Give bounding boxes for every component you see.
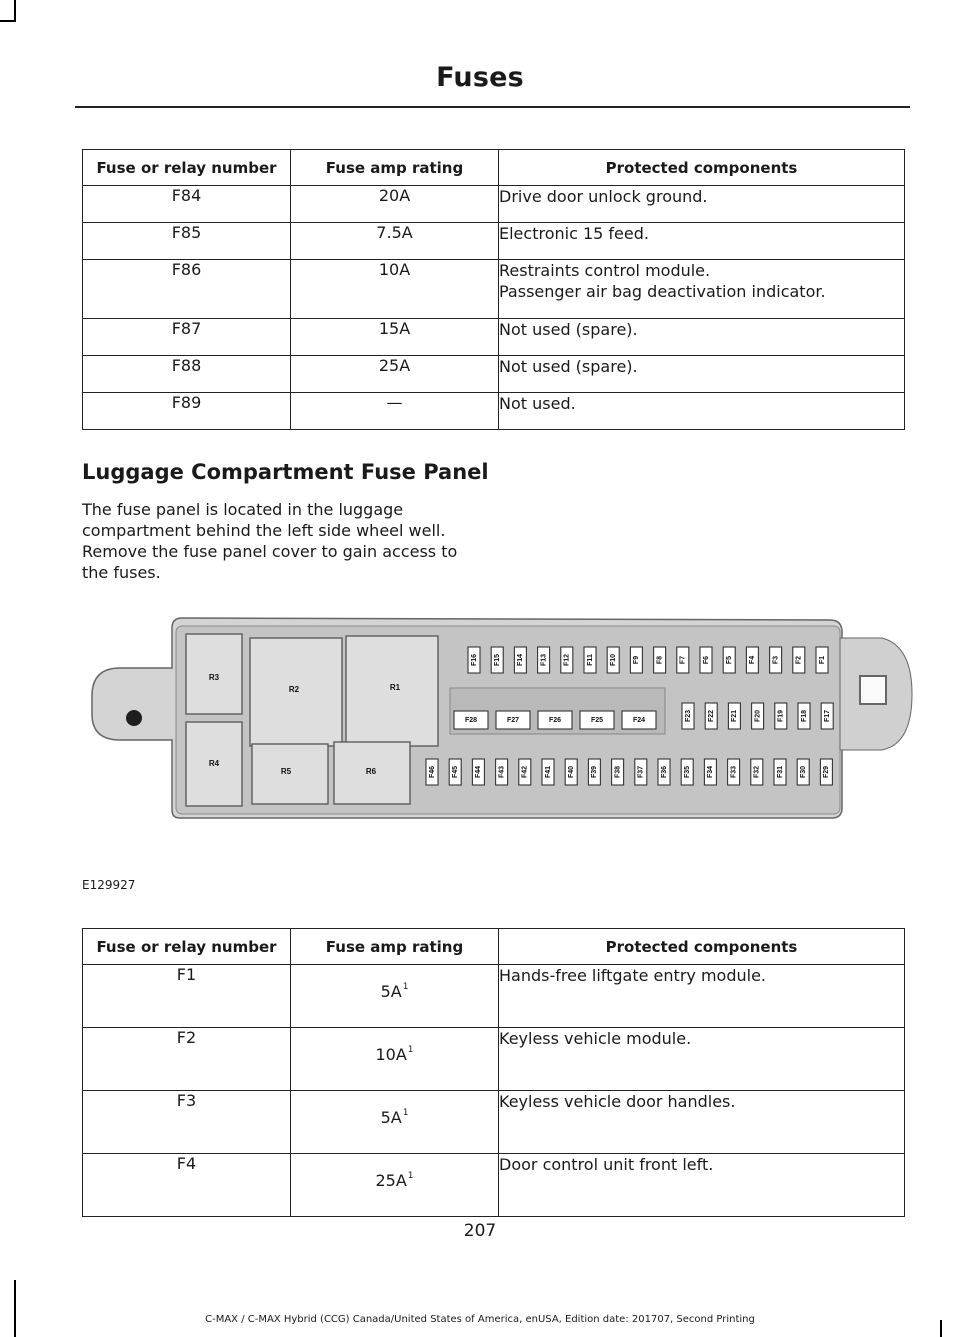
fuse-label: F19 xyxy=(777,709,785,723)
fuse-label: F42 xyxy=(521,765,529,779)
fuse-label: F32 xyxy=(753,765,761,779)
fuse-number: F4 xyxy=(83,1154,291,1217)
protected-component: Not used (spare). xyxy=(499,356,905,393)
fuse-label: F40 xyxy=(568,765,576,779)
fuse-label: F11 xyxy=(586,654,594,666)
protected-component: Door control unit front left. xyxy=(499,1154,905,1217)
connector-slot xyxy=(860,676,886,704)
mounting-hole xyxy=(126,710,142,726)
fuse-amp: 10A xyxy=(375,1045,407,1064)
table-row xyxy=(83,186,905,223)
fuse-label: R1 xyxy=(389,683,401,693)
fuse-number: F85 xyxy=(83,223,291,260)
fuse-amp: 5A xyxy=(380,982,402,1001)
column-header: Protected components xyxy=(499,929,905,965)
fuse-label: F18 xyxy=(800,709,808,723)
fuse-panel-diagram xyxy=(90,598,920,820)
table-row xyxy=(83,1028,905,1091)
fuse-number: F1 xyxy=(83,965,291,1028)
fuse-label: F28 xyxy=(464,716,478,724)
fuse-label: F14 xyxy=(517,653,525,667)
footnote-marker: 1 xyxy=(407,1171,414,1181)
protected-component: Not used. xyxy=(499,393,905,430)
fuse-label: F36 xyxy=(660,765,668,779)
fuse-label: F9 xyxy=(633,655,641,665)
protected-component: Not used (spare). xyxy=(499,319,905,356)
fuse-number: F88 xyxy=(83,356,291,393)
footnote-marker: 1 xyxy=(407,1045,414,1055)
fuse-amp: 20A xyxy=(291,186,499,223)
section-title: Luggage Compartment Fuse Panel xyxy=(82,460,489,484)
fuse-table-luggage xyxy=(82,928,905,1217)
fuse-label: F23 xyxy=(684,709,692,723)
fuse-label: F24 xyxy=(632,716,646,724)
fuse-label: F8 xyxy=(656,655,664,665)
crop-mark xyxy=(0,20,16,22)
section-header: Fuses xyxy=(436,62,524,93)
fuse-amp: 25A xyxy=(375,1171,407,1190)
fuse-amp: — xyxy=(291,393,499,430)
fuse-label: F13 xyxy=(540,653,548,667)
fuse-label: F30 xyxy=(800,765,808,779)
fuse-label: F39 xyxy=(591,765,599,779)
column-header: Protected components xyxy=(499,150,905,186)
protected-component: Drive door unlock ground. xyxy=(499,186,905,223)
protected-component: Restraints control module. xyxy=(499,261,711,280)
protected-component: Hands-free liftgate entry module. xyxy=(499,965,905,1028)
protected-component: Keyless vehicle door handles. xyxy=(499,1091,905,1154)
table-row xyxy=(83,1154,905,1217)
fuse-label: F6 xyxy=(702,655,710,665)
fuse-label: F1 xyxy=(818,655,826,665)
table-row xyxy=(83,965,905,1028)
column-header: Fuse or relay number xyxy=(83,150,291,186)
fuse-amp-cell xyxy=(291,1154,499,1217)
header-divider xyxy=(75,106,910,108)
fuse-label: F34 xyxy=(707,765,715,779)
fuse-label: F3 xyxy=(772,655,780,665)
fuse-label: F12 xyxy=(563,653,571,667)
fuse-label: F43 xyxy=(498,765,506,779)
fuse-number: F3 xyxy=(83,1091,291,1154)
fuse-label: F20 xyxy=(754,709,762,723)
crop-mark xyxy=(14,1280,16,1337)
fuse-table-engine xyxy=(82,149,905,430)
page-footer: C-MAX / C-MAX Hybrid (CCG) Canada/United States of America, enUSA, Edition date: 201707, Second Printing xyxy=(205,1314,755,1325)
fuse-amp: 7.5A xyxy=(291,223,499,260)
fuse-label: F27 xyxy=(506,716,520,724)
crop-mark xyxy=(14,0,16,22)
fuse-number: F87 xyxy=(83,319,291,356)
fuse-amp-cell xyxy=(291,965,499,1028)
column-header: Fuse or relay number xyxy=(83,929,291,965)
table-row xyxy=(83,356,905,393)
fuse-label: R3 xyxy=(208,673,220,683)
fuse-label: F41 xyxy=(544,765,552,779)
fuse-label: F17 xyxy=(824,709,832,723)
column-header: Fuse amp rating xyxy=(291,150,499,186)
table-row xyxy=(83,223,905,260)
fuse-label: F10 xyxy=(610,653,618,667)
fuse-label: F7 xyxy=(679,655,687,665)
fuse-number: F2 xyxy=(83,1028,291,1091)
fuse-label: F38 xyxy=(614,765,622,779)
protected-components xyxy=(499,260,905,319)
page-number: 207 xyxy=(463,1221,497,1241)
fuse-label: F4 xyxy=(749,655,757,665)
fuse-label: F2 xyxy=(795,655,803,665)
fuse-amp-cell xyxy=(291,1028,499,1091)
fuse-label: F15 xyxy=(494,653,502,667)
fuse-label: F37 xyxy=(637,765,645,779)
column-header: Fuse amp rating xyxy=(291,929,499,965)
fuse-label: F16 xyxy=(470,653,478,667)
table-row xyxy=(83,319,905,356)
table-row xyxy=(83,260,905,319)
fuse-label: F29 xyxy=(823,765,831,779)
fuse-label: F26 xyxy=(548,716,562,724)
fuse-label: F5 xyxy=(726,655,734,665)
figure-code: E129927 xyxy=(82,878,136,892)
fuse-label: F21 xyxy=(731,709,739,723)
fuse-label: F46 xyxy=(428,765,436,779)
fuse-amp: 15A xyxy=(291,319,499,356)
fuse-label: R6 xyxy=(365,767,377,777)
fuse-label: F25 xyxy=(590,716,604,724)
fuse-label: F45 xyxy=(452,765,460,779)
fuse-label: F33 xyxy=(730,765,738,779)
fuse-label: F35 xyxy=(684,765,692,779)
section-body: The fuse panel is located in the luggage compartment behind the left side wheel well. Remove the fuse panel cover to gain access to the fuses. xyxy=(82,500,458,582)
fuse-label: R2 xyxy=(288,685,300,695)
fuse-number: F84 xyxy=(83,186,291,223)
table-row xyxy=(83,1091,905,1154)
table-row xyxy=(83,393,905,430)
protected-component: Keyless vehicle module. xyxy=(499,1028,905,1091)
footnote-marker: 1 xyxy=(402,1108,409,1118)
fuse-label: F31 xyxy=(776,765,784,779)
protected-component: Electronic 15 feed. xyxy=(499,223,905,260)
fuse-amp: 10A xyxy=(291,260,499,319)
protected-component: Passenger air bag deactivation indicator. xyxy=(499,282,826,301)
fuse-label: F44 xyxy=(475,765,483,779)
footnote-marker: 1 xyxy=(402,982,409,992)
fuse-number: F89 xyxy=(83,393,291,430)
fuse-label: R4 xyxy=(208,759,220,769)
fuse-number: F86 xyxy=(83,260,291,319)
fuse-label: F22 xyxy=(708,709,716,723)
fuse-label: R5 xyxy=(280,767,292,777)
fuse-amp: 25A xyxy=(291,356,499,393)
fuse-amp-cell xyxy=(291,1091,499,1154)
fuse-amp: 5A xyxy=(380,1108,402,1127)
